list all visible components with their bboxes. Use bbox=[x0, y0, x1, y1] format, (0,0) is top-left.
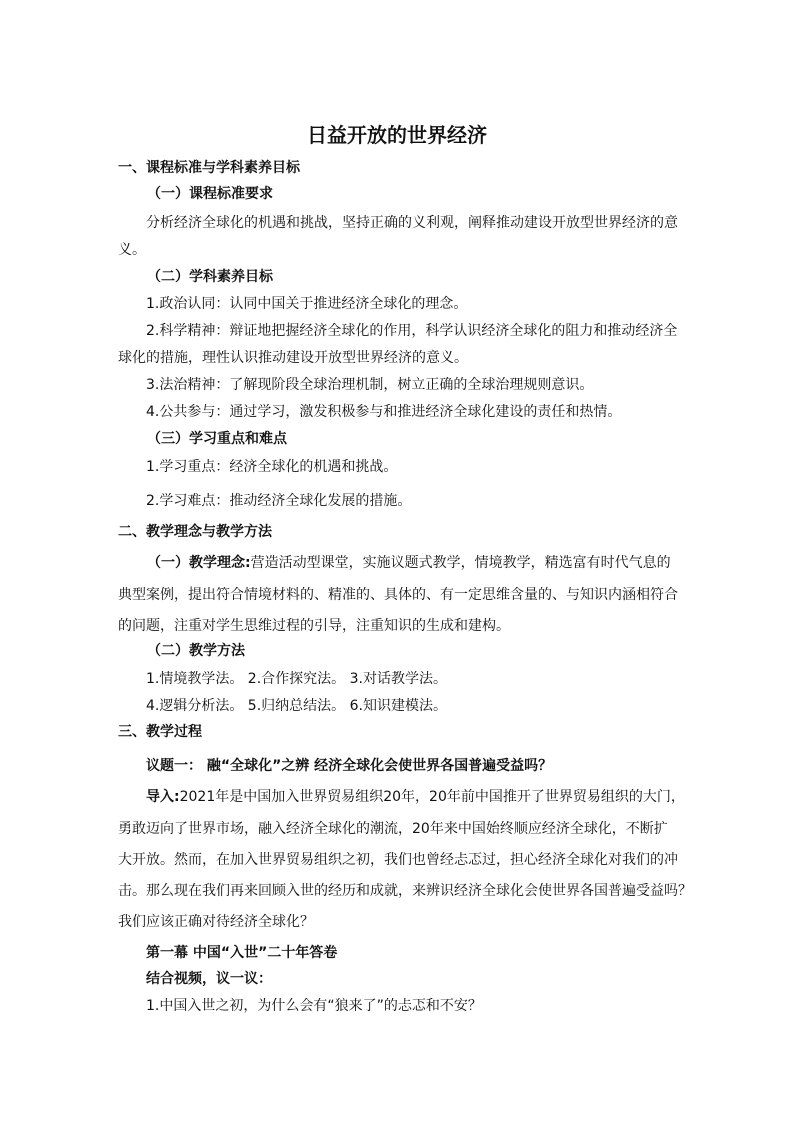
paragraph-line: 2.学习难点：推动经济全球化发展的措施。 bbox=[146, 493, 412, 509]
paragraph-line: 4.逻辑分析法。 5.归纳总结法。 6.知识建模法。 bbox=[146, 698, 447, 714]
inline-label: 导入: bbox=[146, 789, 180, 805]
paragraph-line bbox=[146, 788, 685, 806]
paragraph-line: 1.学习重点：经济全球化的机遇和挑战。 bbox=[146, 459, 398, 475]
activity-heading: 结合视频，议一议： bbox=[146, 971, 272, 987]
inline-text: 2021年是中国加入世界贸易组织20年，20年前中国推开了世界贸易组织的大门， bbox=[179, 789, 685, 805]
topic-heading: 议题一： 融“全球化”之辨 经济全球化会使世界各国普遍受益吗？ bbox=[146, 758, 553, 774]
inline-label: （一）教学理念: bbox=[147, 555, 251, 571]
section-heading: 一、课程标准与学科素养目标 bbox=[118, 160, 300, 176]
scene-heading: 第一幕 中国“入世”二十年答卷 bbox=[146, 945, 338, 961]
inline-text: 营造活动型课堂，实施议题式教学，情境教学，精选富有时代气息的 bbox=[250, 555, 671, 571]
page-title: 日益开放的世界经济 bbox=[307, 123, 487, 147]
paragraph-line: 1.政治认同：认同中国关于推进经济全球化的理念。 bbox=[146, 296, 468, 312]
paragraph-line: 1.中国入世之初，为什么会有“狼来了”的忐忑和不安？ bbox=[146, 998, 482, 1014]
paragraph-line: 4.公共参与：通过学习，激发积极参与和推进经济全球化建设的责任和热情。 bbox=[146, 404, 622, 420]
paragraph-line: 1.情境教学法。 2.合作探究法。 3.对话教学法。 bbox=[146, 671, 447, 687]
paragraph-line: 义。 bbox=[118, 242, 146, 258]
subsection-heading: （二）学科素养目标 bbox=[147, 269, 273, 285]
paragraph-line: 勇敢迈向了世界市场，融入经济全球化的潮流，20年来中国始终顺应经济全球化，不断扩 bbox=[118, 821, 668, 837]
paragraph-line: 典型案例，提出符合情境材料的、精准的、具体的、有一定思维含量的、与知识内涵相符合 bbox=[118, 587, 678, 603]
subsection-heading: （一）课程标准要求 bbox=[147, 186, 273, 202]
paragraph-line: 3.法治精神：了解现阶段全球治理机制，树立正确的全球治理规则意识。 bbox=[146, 377, 594, 393]
paragraph-line: 大开放。然而，在加入世界贸易组织之初，我们也曾经忐忑过，担心经济全球化对我们的冲 bbox=[118, 852, 678, 868]
paragraph-line: 分析经济全球化的机遇和挑战，坚持正确的义利观，阐释推动建设开放型世界经济的意 bbox=[146, 215, 678, 231]
paragraph-line: 击。那么现在我们再来回顾入世的经历和成就，来辨识经济全球化会使世界各国普遍受益吗？ bbox=[118, 883, 692, 899]
section-heading: 三、教学过程 bbox=[118, 724, 202, 740]
paragraph-line: 我们应该正确对待经济全球化？ bbox=[118, 914, 314, 930]
paragraph-line bbox=[147, 554, 671, 572]
paragraph-line: 的问题，注重对学生思维过程的引导，注重知识的生成和建构。 bbox=[118, 618, 510, 634]
subsection-heading: （二）教学方法 bbox=[147, 643, 245, 659]
subsection-heading: （三）学习重点和难点 bbox=[147, 431, 287, 447]
paragraph-line: 2.科学精神：辩证地把握经济全球化的作用，科学认识经济全球化的阻力和推动经济全 bbox=[146, 323, 678, 339]
section-heading: 二、教学理念与教学方法 bbox=[118, 524, 272, 540]
paragraph-line: 球化的措施，理性认识推动建设开放型世界经济的意义。 bbox=[118, 350, 468, 366]
